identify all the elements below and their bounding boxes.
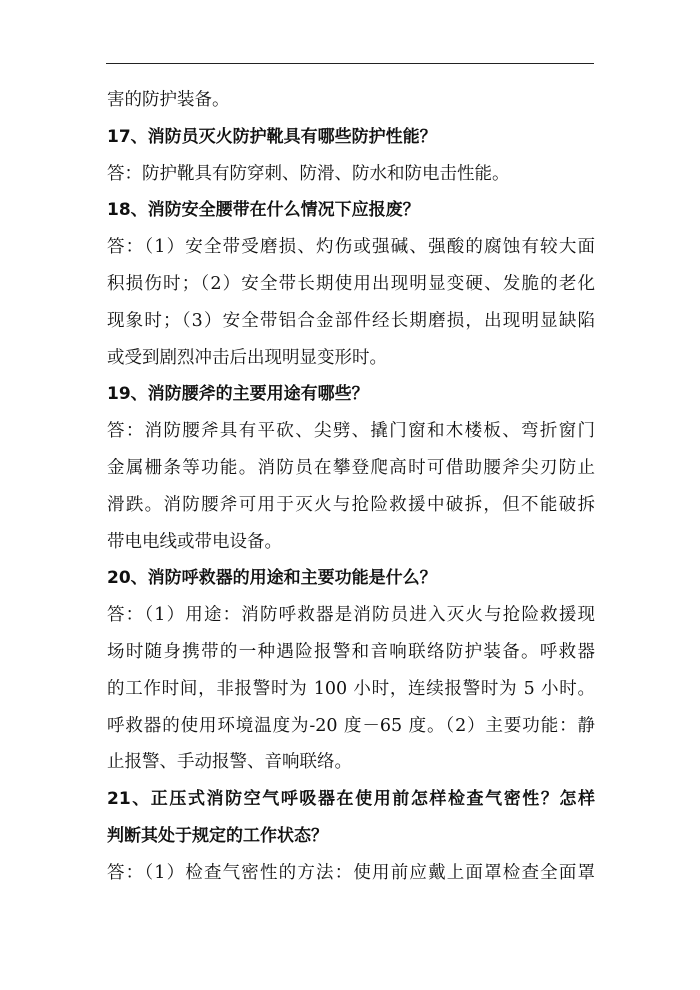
question-line: 17、消防员灭火防护靴具有哪些防护性能？ xyxy=(107,126,437,147)
question-line: 20、消防呼救器的用途和主要功能是什么？ xyxy=(107,568,437,589)
answer-line: 现象时；（3）安全带铝合金部件经长期磨损，出现明显缺陷 xyxy=(107,310,595,331)
answer-line: 的工作时间，非报警时为 100 小时，连续报警时为 5 小时。 xyxy=(107,678,595,699)
question-line: 判断其处于规定的工作状态？ xyxy=(107,825,328,846)
answer-line: 答：防护靴具有防穿刺、防滑、防水和防电击性能。 xyxy=(107,163,510,184)
answer-line: 金属栅条等功能。消防员在攀登爬高时可借助腰斧尖刃防止 xyxy=(107,457,595,478)
answer-line: 答：（1）用途：消防呼救器是消防员进入灭火与抢险救援现 xyxy=(107,605,595,626)
answer-line: 止报警、手动报警、音响联络。 xyxy=(107,752,352,773)
answer-line: 滑跌。消防腰斧可用于灭火与抢险救援中破拆，但不能破拆 xyxy=(107,494,595,515)
document-body xyxy=(107,82,595,892)
answer-line: 场时随身携带的一种遇险报警和音响联络防护装备。呼救器 xyxy=(107,641,595,662)
answer-line: 或受到剧烈冲击后出现明显变形时。 xyxy=(107,347,387,368)
answer-line: 害的防护装备。 xyxy=(107,90,230,110)
question-line: 18、消防安全腰带在什么情况下应报废？ xyxy=(107,200,420,221)
answer-line: 答：消防腰斧具有平砍、尖劈、撬门窗和木楼板、弯折窗门 xyxy=(107,421,595,442)
answer-line: 答：（1）检查气密性的方法：使用前应戴上面罩检查全面罩 xyxy=(107,862,595,883)
header-rule xyxy=(106,63,594,64)
answer-line: 积损伤时；（2）安全带长期使用出现明显变硬、发脆的老化 xyxy=(107,273,595,294)
question-line: 19、消防腰斧的主要用途有哪些？ xyxy=(107,384,369,405)
answer-line: 答：（1）安全带受磨损、灼伤或强碱、强酸的腐蚀有较大面 xyxy=(107,237,595,258)
question-line: 21、正压式消防空气呼吸器在使用前怎样检查气密性？怎样 xyxy=(107,789,595,810)
answer-line: 带电电线或带电设备。 xyxy=(107,531,282,552)
answer-line: 呼救器的使用环境温度为-20 度－65 度。（2）主要功能：静 xyxy=(107,715,595,736)
